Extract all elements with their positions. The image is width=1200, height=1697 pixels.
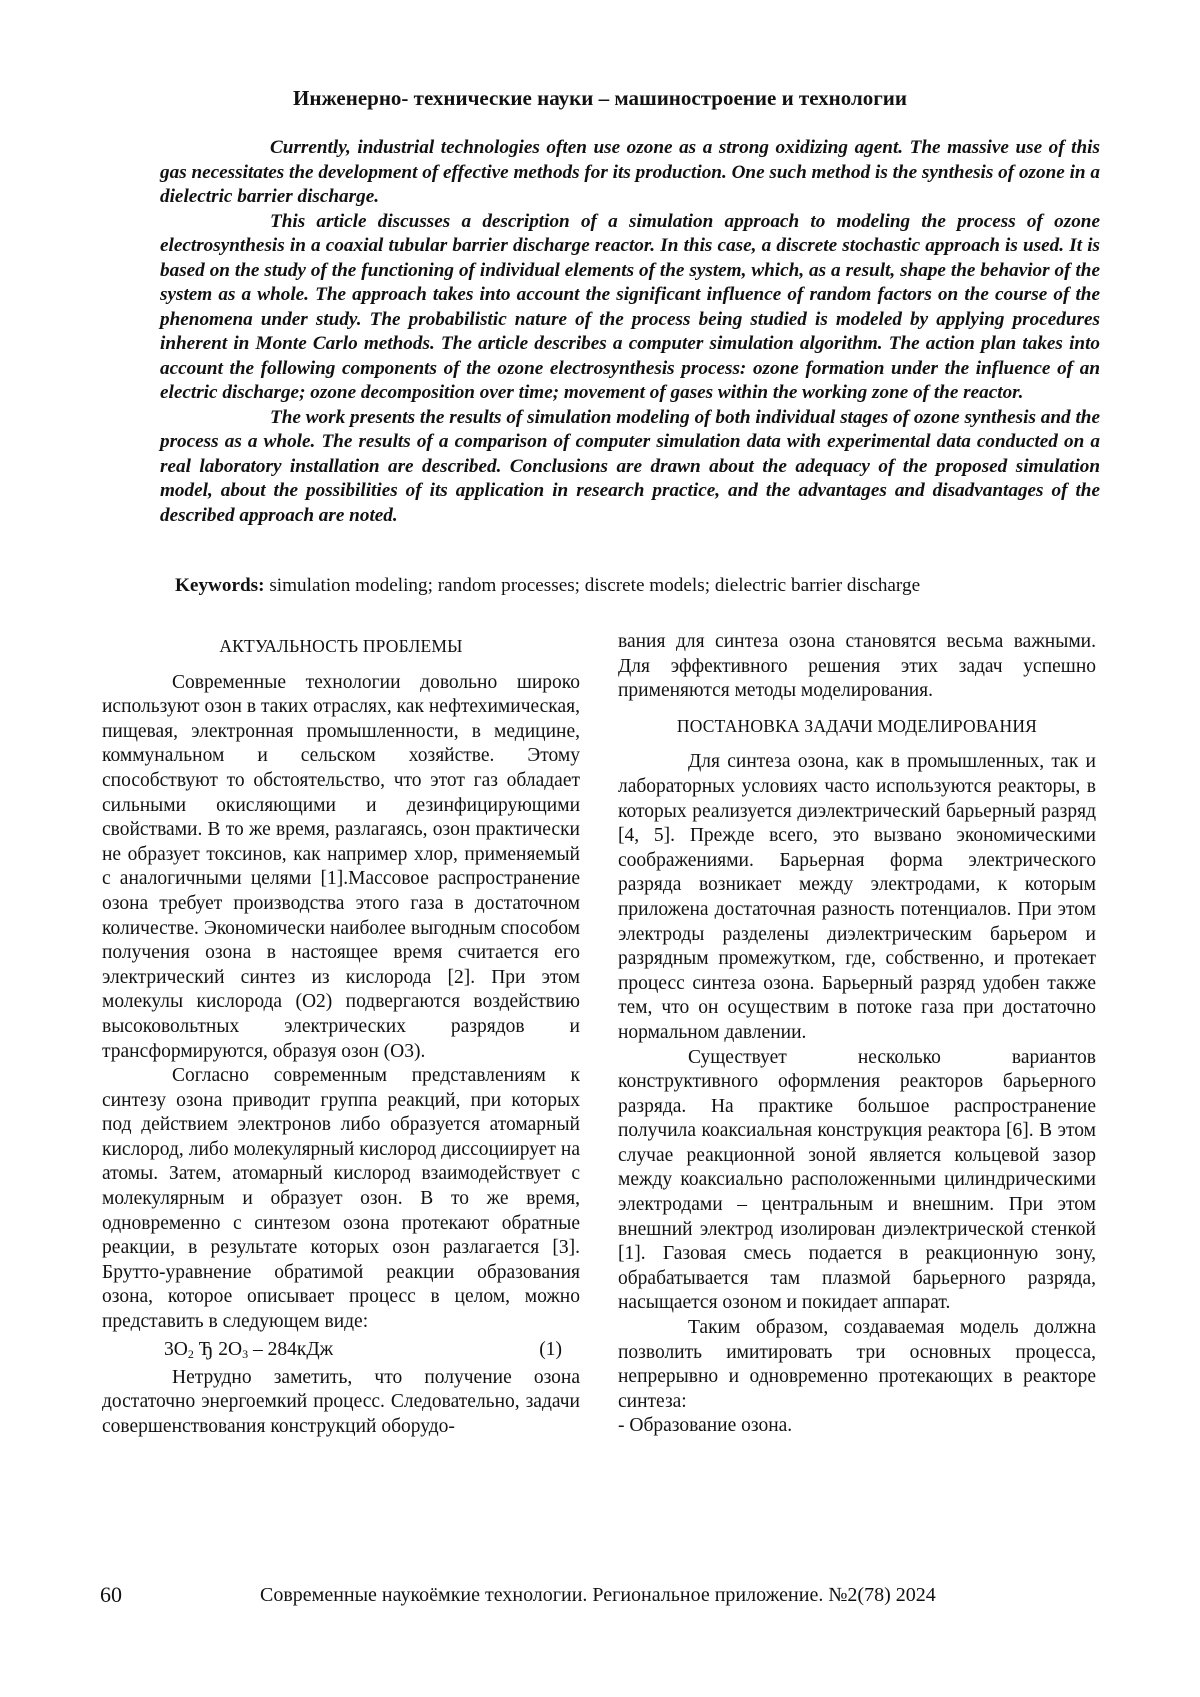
abstract-paragraph: The work presents the results of simulation modeling of both individual stages of ozone synthesis and the process as a whole. The results of a comparison of computer simulation data with experimental data conducted on a real laboratory installation are described. Conclusions are drawn about the adequacy of the proposed simulation model, about the possibilities of its application in research practice, and the advantages and disadvantages of the described approach are noted. (160, 406, 1100, 526)
body-paragraph: Таким образом, создаваемая модель должна позволить имитировать три основных процесса, непрерывно и одновременно протекающих в реакторе синтеза: (618, 1317, 1096, 1412)
list-item: - Образование озона. (618, 1415, 793, 1437)
equation-expression: $3O_2$ Ђ $2O_3 - 284кДж$ (164, 1338, 334, 1361)
equation-number: (1) (539, 1338, 562, 1360)
body-paragraph-continued: вания для синтеза озона становятся весьма важными. Для эффективного решения этих задач успешно применяются методы моделирования. (618, 631, 1096, 702)
page-number: 60 (100, 1582, 122, 1607)
equation-1 (102, 1338, 580, 1366)
body-paragraph: Существует несколько вариантов конструктивного оформления реакторов барьерного разряда. На практике большое распространение получила коаксиальная конструкция реактора [6]. В этом случае реакционной зоной является кольцевой зазор между коаксиально расположенными цилиндрическими электродами – центральным и внешним. При этом внешний электрод изолирован диэлектрической стенкой [1]. Газовая смесь подается в реакционную зону, обрабатывается там плазмой барьерного разряда, насыщается озоном и покидает аппарат. (618, 1046, 1096, 1314)
keywords-text: simulation modeling; random processes; discrete models; dielectric barrier discharge (264, 575, 921, 596)
keywords-label: Keywords: (175, 575, 265, 596)
abstract-paragraph: Currently, industrial technologies often use ozone as a strong oxidizing agent. The massive use of this gas necessitates the development of effective methods for its production. One such method is the synthesis of ozone in a dielectric barrier discharge. (160, 137, 1100, 207)
body-paragraph: Нетрудно заметить, что получение озона достаточно энергоемкий процесс. Следовательно, задачи совершенствования конструкций оборудо- (102, 1366, 580, 1437)
section-heading-relevance: АКТУАЛЬНОСТЬ ПРОБЛЕМЫ (219, 636, 463, 656)
left-column (102, 628, 580, 1439)
body-paragraph: Согласно современным представлениям к синтезу озона приводит группа реакций, при которых под действием электронов либо образуется атомарный кислород, либо молекулярный кислород диссоциирует на атомы. Затем, атомарный кислород взаимодействует с молекулярным и образует озон. В то же время, одновременно с синтезом озона протекают обратные реакции, в результате которых озон разлагается [3]. Брутто-уравнение обратимой реакции образования озона, которое описывает процесс в целом, можно представить в следующем виде: (102, 1065, 580, 1333)
journal-title: Современные наукоёмкие технологии. Региональное приложение. №2(78) 2024 (260, 1584, 936, 1606)
keywords (160, 574, 1100, 598)
right-column (618, 630, 1096, 1439)
abstract (160, 136, 1100, 528)
body-paragraph: Современные технологии довольно широко используют озон в таких отраслях, как нефтехимическая, пищевая, электронная промышленности, в медицине, коммунальном и сельском хозяйстве. Этому способствуют то обстоятельство, что этот газ обладает сильными окисляющими и дезинфицирующими свойствами. В то же время, разлагаясь, озон практически не образует токсинов, как например хлор, применяемый с аналогичными целями [1].Массовое распространение озона требует производства этого газа в достаточном количестве. Экономически наиболее выгодным способом получения озона в настоящее время считается его электрический синтез из кислорода [2]. При этом молекулы кислорода (О2) подвергаются воздействию высоковольтных электрических разрядов и трансформируются, образуя озон (О3). (102, 671, 580, 1062)
running-header: Инженерно- технические науки – машиностроение и технологии (293, 86, 907, 110)
section-heading-problem-statement: ПОСТАНОВКА ЗАДАЧИ МОДЕЛИРОВАНИЯ (676, 715, 1038, 736)
abstract-paragraph: This article discusses a description of a simulation approach to modeling the process of ozone electrosynthesis in a coaxial tubular barrier discharge reactor. In this case, a discrete stochastic approach is used. It is based on the study of the functioning of individual elements of the system, which, as a result, shape the behavior of the system as a whole. The approach takes into account the significant influence of random factors on the course of the phenomena under study. The probabilistic nature of the process being studied is modeled by applying procedures inherent in Monte Carlo methods. The article describes a computer simulation algorithm. The action plan takes into account the following components of the ozone electrosynthesis process: ozone formation under the influence of an electric discharge; ozone decomposition over time; movement of gases within the working zone of the reactor. (160, 210, 1100, 403)
body-paragraph: Для синтеза озона, как в промышленных, так и лабораторных условиях часто используются реакторы, в которых реализуется диэлектрический барьерный разряд [4, 5]. Прежде всего, это вызвано экономическими соображениями. Барьерная форма электрического разряда возникает между электродами, к которым приложена достаточная разность потенциалов. При этом электроды разделены диэлектрическим барьером и разрядным промежутком, где, собственно, и протекает процесс синтеза озона. Барьерный разряд удобен также тем, что он осуществим в потоке газа при достаточно нормальном давлении. (618, 751, 1096, 1043)
